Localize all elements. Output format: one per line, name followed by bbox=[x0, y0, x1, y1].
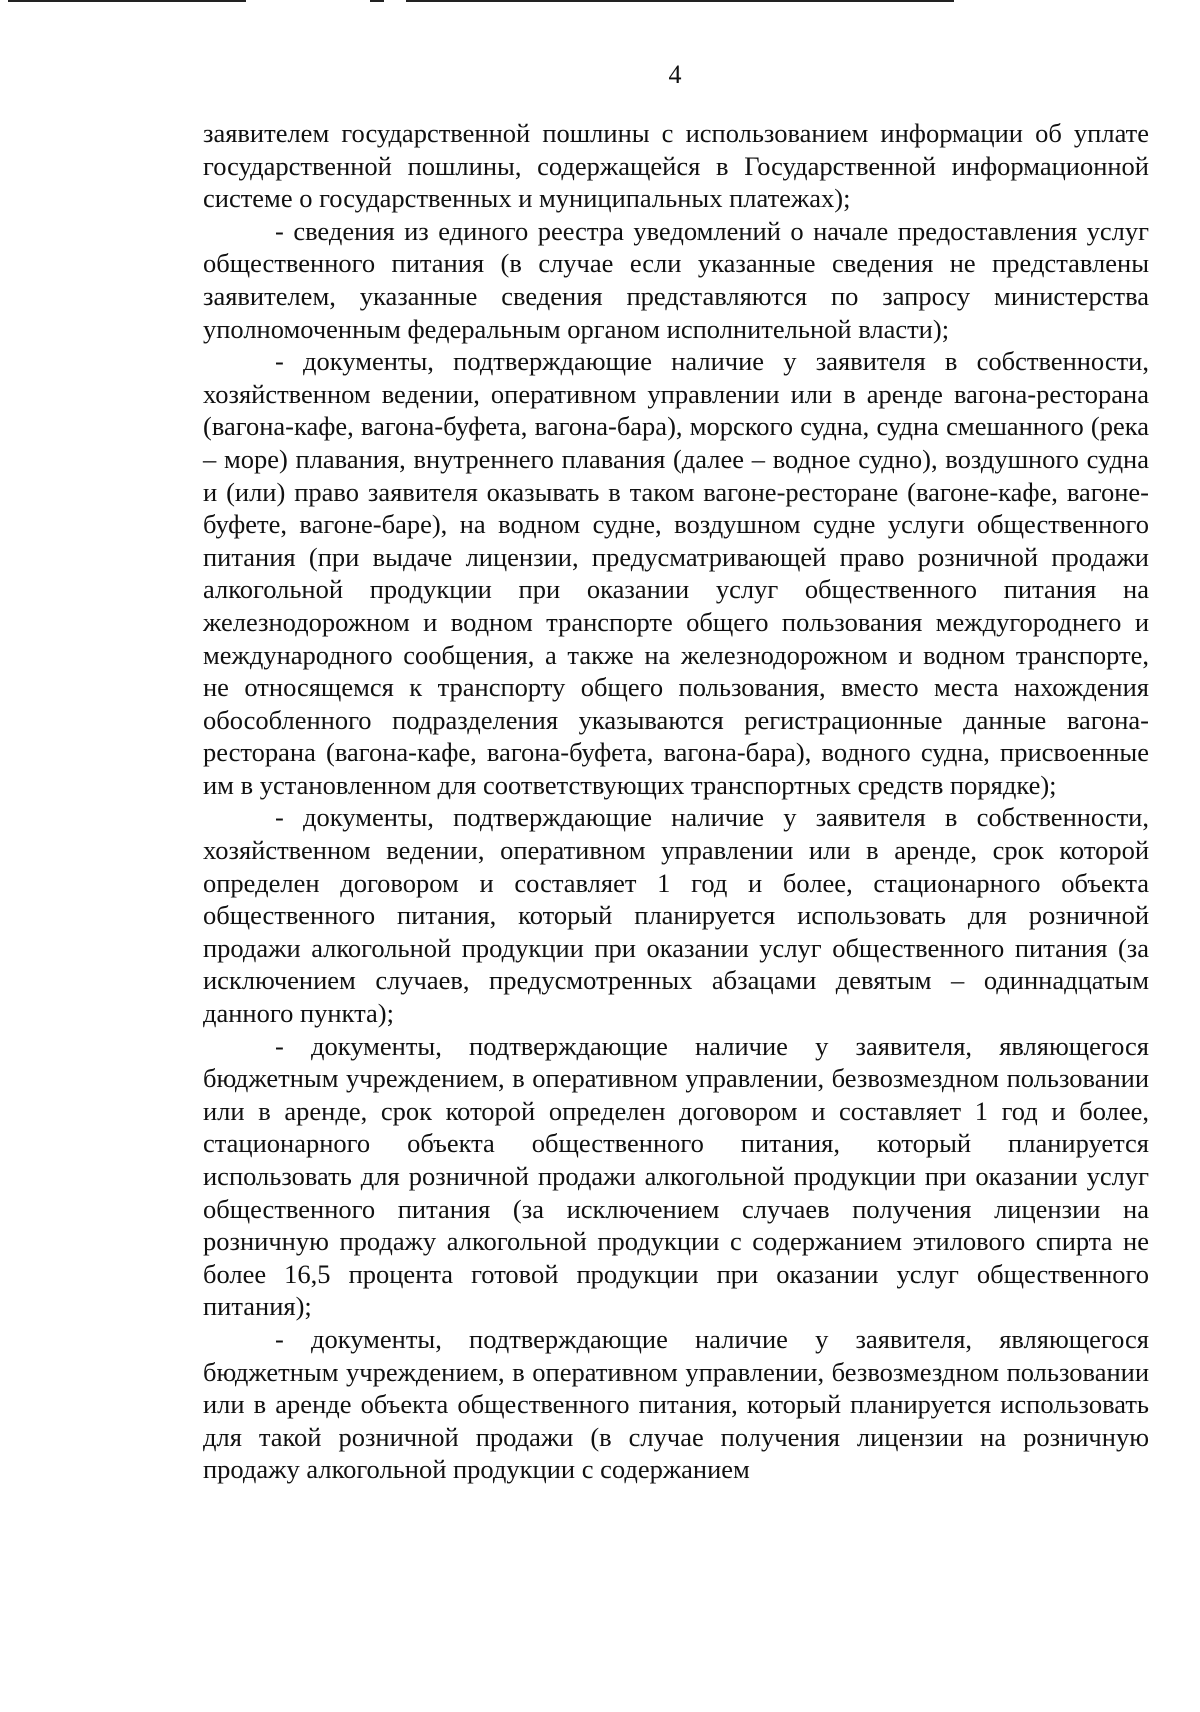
scan-edge-line bbox=[8, 0, 246, 2]
scan-edge-line bbox=[370, 0, 384, 2]
paragraph-list-item: - документы, подтверждающие наличие у заявителя, являющегося бюджетным учреждением, в оперативном управлении, безвозмездном пользовании или в аренде объекта общественного питания, который планируется использовать для такой розничной продажи (в случае получения лицензии на розничную продажу алкогольной продукции с содержанием bbox=[203, 1323, 1149, 1485]
paragraph-list-item: - сведения из единого реестра уведомлений о начале предоставления услуг общественного питания (в случае если указанные сведения не представлены заявителем, указанные сведения представляются по запросу министерства уполномоченным федеральным органом исполнительной власти); bbox=[203, 215, 1149, 344]
paragraph-list-item: - документы, подтверждающие наличие у заявителя в собственности, хозяйственном ведении, оперативном управлении или в аренде вагона-ресторана (вагона-кафе, вагона-буфета, вагона-бара), морского судна, судна смешанного (река – море) плавания, внутреннего плавания (далее – водное судно), воздушного судна и (или) право заявителя оказывать в таком вагоне-ресторане (вагоне-кафе, вагоне-буфете, вагоне-баре), на водном судне, воздушном судне услуги общественного питания (при выдаче лицензии, предусматривающей право розничной продажи алкогольной продукции при оказании услуг общественного питания на железнодорожном и водном транспорте общего пользования междугороднего и международного сообщения, а также на железнодорожном и водном транспорте, не относящемся к транспорту общего пользования, вместо места нахождения обособленного подразделения указываются регистрационные данные вагона-ресторана (вагона-кафе, вагона-буфета, вагона-бара), водного судна, присвоенные им в установленном для соответствующих транспортных средств порядке); bbox=[203, 346, 1149, 800]
paragraph-list-item: - документы, подтверждающие наличие у заявителя в собственности, хозяйственном ведении, оперативном управлении или в аренде, срок которой определен договором и составляет 1 год и более, стационарного объекта общественного питания, который планируется использовать для розничной продажи алкогольной продукции при оказании услуг общественного питания (за исключением случаев, предусмотренных абзацами девятым – одиннадцатым данного пункта); bbox=[203, 802, 1149, 1029]
scan-edge-line bbox=[406, 0, 954, 2]
paragraph-continuation: заявителем государственной пошлины с использованием информации об уплате государственной пошлины, содержащейся в Государственной информационной системе о государственных и муниципальных платежах); bbox=[203, 118, 1149, 214]
page-number: 4 bbox=[668, 60, 682, 89]
document-body bbox=[203, 117, 1149, 1486]
paragraph-list-item: - документы, подтверждающие наличие у заявителя, являющегося бюджетным учреждением, в оперативном управлении, безвозмездном пользовании или в аренде, срок которой определен договором и составляет 1 год и более, стационарного объекта общественного питания, который планируется использовать для розничной продажи алкогольной продукции при оказании услуг общественного питания (за исключением случаев получения лицензии на розничную продажу алкогольной продукции с содержанием этилового спирта не более 16,5 процента готовой продукции при оказании услуг общественного питания); bbox=[203, 1030, 1149, 1322]
